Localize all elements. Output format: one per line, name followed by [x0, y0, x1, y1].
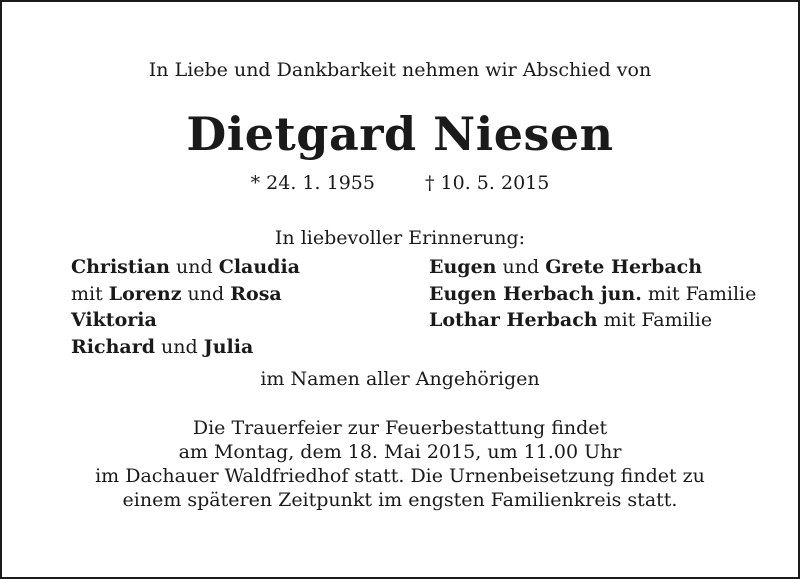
life-dates [2, 171, 798, 195]
ceremony-info [2, 416, 798, 512]
memory-heading: In liebevoller Erinnerung: [274, 227, 526, 249]
ceremony-line: am Montag, dem 18. Mai 2015, um 11.00 Uhr [178, 441, 622, 463]
mourners-right-column [429, 254, 756, 334]
mourner-line: Viktoria [71, 309, 157, 331]
ceremony-line: Die Trauerfeier zur Feuerbestattung findet [192, 417, 608, 439]
mourner-line: Richard und Julia [71, 335, 254, 358]
deceased-name: Dietgard Niesen [186, 107, 614, 161]
mourner-line: Eugen und Grete Herbach [429, 256, 703, 278]
mourner-line: Christian und Claudia [71, 256, 300, 278]
mourners-left-column [71, 254, 300, 360]
mourner-line: mit Lorenz und Rosa [71, 282, 282, 305]
death-date: † 10. 5. 2015 [425, 172, 550, 194]
on-behalf-text: im Namen aller Angehörigen [260, 368, 540, 390]
intro-text: In Liebe und Dankbarkeit nehmen wir Abschied von [148, 59, 652, 81]
mourner-line: Eugen Herbach jun. mit Familie [429, 282, 757, 305]
birth-date: * 24. 1. 1955 [250, 172, 375, 194]
mourner-line: Lothar Herbach mit Familie [429, 309, 713, 331]
ceremony-line: im Dachauer Waldfriedhof statt. Die Urnenbeisetzung findet zu [95, 465, 705, 487]
ceremony-line: einem späteren Zeitpunkt im engsten Familienkreis statt. [122, 489, 678, 511]
